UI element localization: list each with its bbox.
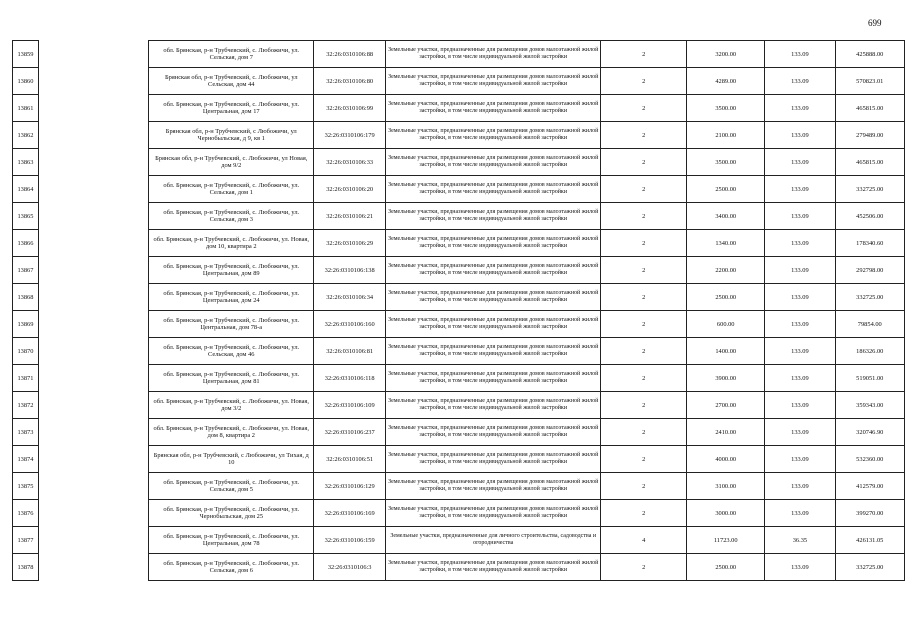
category-code-cell: 2: [601, 95, 687, 122]
spacer-cell: [38, 41, 148, 68]
cadastral-number-cell: 32:26:0310106:160: [314, 311, 386, 338]
address-cell: обл. Брянская, р-н Трубчевский, с. Любожичи, ул. Сельская, дом 1: [149, 176, 314, 203]
land-category-cell: Земельные участки, предназначенные для размещения домов малоэтажной жилой застройки, в том числе индивидуальной жилой застройки: [386, 68, 601, 95]
specific-value-cell: 133.09: [765, 446, 835, 473]
table-row: [13, 176, 905, 203]
category-code-cell: 2: [601, 230, 687, 257]
specific-value-cell: 133.09: [765, 68, 835, 95]
specific-value-cell: 133.09: [765, 554, 835, 581]
row-number-cell: 13865: [13, 203, 39, 230]
address-cell: обл. Брянская, р-н Трубчевский, с. Любожичи, ул. Центральная, дом 81: [149, 365, 314, 392]
address-cell: Брянская обл, р-н Трубчевский, с. Любожичи, ул Новая, дом 9/2: [149, 149, 314, 176]
area-cell: 3400.00: [687, 203, 765, 230]
specific-value-cell: 133.09: [765, 392, 835, 419]
row-number-cell: 13872: [13, 392, 39, 419]
row-number-cell: 13870: [13, 338, 39, 365]
row-number-cell: 13866: [13, 230, 39, 257]
cadastral-value-cell: 359343.00: [835, 392, 904, 419]
table-row: [13, 311, 905, 338]
cadastral-value-cell: 452506.00: [835, 203, 904, 230]
specific-value-cell: 133.09: [765, 41, 835, 68]
land-category-cell: Земельные участки, предназначенные для размещения домов малоэтажной жилой застройки, в том числе индивидуальной жилой застройки: [386, 41, 601, 68]
cadastral-number-cell: 32:26:0310106:3: [314, 554, 386, 581]
spacer-cell: [38, 95, 148, 122]
row-number-cell: 13876: [13, 500, 39, 527]
spacer-cell: [38, 473, 148, 500]
category-code-cell: 2: [601, 122, 687, 149]
cadastral-value-cell: 519051.00: [835, 365, 904, 392]
table-row: [13, 446, 905, 473]
specific-value-cell: 133.09: [765, 203, 835, 230]
cadastral-value-cell: 426131.05: [835, 527, 904, 554]
land-category-cell: Земельные участки, предназначенные для размещения домов малоэтажной жилой застройки, в том числе индивидуальной жилой застройки: [386, 446, 601, 473]
table-row: [13, 554, 905, 581]
spacer-cell: [38, 365, 148, 392]
specific-value-cell: 133.09: [765, 257, 835, 284]
area-cell: 3200.00: [687, 41, 765, 68]
area-cell: 3100.00: [687, 473, 765, 500]
cadastral-number-cell: 32:26:0310106:81: [314, 338, 386, 365]
land-category-cell: Земельные участки, предназначенные для размещения домов малоэтажной жилой застройки, в том числе индивидуальной жилой застройки: [386, 338, 601, 365]
row-number-cell: 13874: [13, 446, 39, 473]
spacer-cell: [38, 284, 148, 311]
cadastral-value-cell: 279489.00: [835, 122, 904, 149]
cadastral-value-cell: 186326.00: [835, 338, 904, 365]
spacer-cell: [38, 419, 148, 446]
category-code-cell: 2: [601, 311, 687, 338]
address-cell: обл. Брянская, р-н Трубчевский, с. Любожичи, ул. Новая, дом 10, квартира 2: [149, 230, 314, 257]
land-category-cell: Земельные участки, предназначенные для размещения домов малоэтажной жилой застройки, в том числе индивидуальной жилой застройки: [386, 392, 601, 419]
category-code-cell: 4: [601, 527, 687, 554]
table-row: [13, 41, 905, 68]
spacer-cell: [38, 392, 148, 419]
specific-value-cell: 133.09: [765, 311, 835, 338]
cadastral-number-cell: 32:26:0310106:169: [314, 500, 386, 527]
cadastral-value-cell: 465815.00: [835, 149, 904, 176]
cadastral-number-cell: 32:26:0310106:118: [314, 365, 386, 392]
table-row: [13, 527, 905, 554]
cadastral-value-cell: 292798.00: [835, 257, 904, 284]
table-row: [13, 419, 905, 446]
address-cell: обл. Брянская, р-н Трубчевский, с. Любожичи, ул. Сельская, дом 5: [149, 473, 314, 500]
table-row: [13, 203, 905, 230]
cadastral-value-cell: 320746.90: [835, 419, 904, 446]
area-cell: 2700.00: [687, 392, 765, 419]
specific-value-cell: 133.09: [765, 95, 835, 122]
address-cell: обл. Брянская, р-н Трубчевский, с. Любожичи, ул. Сельская, дом 3: [149, 203, 314, 230]
land-category-cell: Земельные участки, предназначенные для размещения домов малоэтажной жилой застройки, в том числе индивидуальной жилой застройки: [386, 176, 601, 203]
table-row: [13, 122, 905, 149]
spacer-cell: [38, 68, 148, 95]
spacer-cell: [38, 527, 148, 554]
specific-value-cell: 133.09: [765, 500, 835, 527]
cadastral-value-cell: 79854.00: [835, 311, 904, 338]
specific-value-cell: 133.09: [765, 473, 835, 500]
spacer-cell: [38, 446, 148, 473]
specific-value-cell: 133.09: [765, 176, 835, 203]
row-number-cell: 13867: [13, 257, 39, 284]
spacer-cell: [38, 500, 148, 527]
specific-value-cell: 133.09: [765, 122, 835, 149]
cadastral-value-table: [12, 40, 905, 581]
table-row: [13, 500, 905, 527]
table-body: [13, 41, 905, 581]
area-cell: 1340.00: [687, 230, 765, 257]
spacer-cell: [38, 554, 148, 581]
row-number-cell: 13860: [13, 68, 39, 95]
land-category-cell: Земельные участки, предназначенные для размещения домов малоэтажной жилой застройки, в том числе индивидуальной жилой застройки: [386, 365, 601, 392]
category-code-cell: 2: [601, 446, 687, 473]
area-cell: 3900.00: [687, 365, 765, 392]
cadastral-value-cell: 178340.60: [835, 230, 904, 257]
land-category-cell: Земельные участки, предназначенные для размещения домов малоэтажной жилой застройки, в том числе индивидуальной жилой застройки: [386, 284, 601, 311]
cadastral-number-cell: 32:26:0310106:20: [314, 176, 386, 203]
land-category-cell: Земельные участки, предназначенные для размещения домов малоэтажной жилой застройки, в том числе индивидуальной жилой застройки: [386, 230, 601, 257]
row-number-cell: 13862: [13, 122, 39, 149]
cadastral-number-cell: 32:26:0310106:138: [314, 257, 386, 284]
address-cell: Брянская обл, р-н Трубчевский, с. Любожичи, ул Сельская, дом 44: [149, 68, 314, 95]
table-row: [13, 95, 905, 122]
area-cell: 3000.00: [687, 500, 765, 527]
land-category-cell: Земельные участки, предназначенные для размещения домов малоэтажной жилой застройки, в том числе индивидуальной жилой застройки: [386, 95, 601, 122]
category-code-cell: 2: [601, 176, 687, 203]
area-cell: 2410.00: [687, 419, 765, 446]
cadastral-number-cell: 32:26:0310106:159: [314, 527, 386, 554]
specific-value-cell: 133.09: [765, 230, 835, 257]
row-number-cell: 13873: [13, 419, 39, 446]
category-code-cell: 2: [601, 149, 687, 176]
address-cell: обл. Брянская, р-н Трубчевский, с. Любожичи, ул. Центральная, дом 24: [149, 284, 314, 311]
spacer-cell: [38, 176, 148, 203]
row-number-cell: 13861: [13, 95, 39, 122]
category-code-cell: 2: [601, 68, 687, 95]
cadastral-value-cell: 399270.00: [835, 500, 904, 527]
address-cell: обл. Брянская, р-н Трубчевский, с. Любожичи, ул. Сельская, дом 7: [149, 41, 314, 68]
spacer-cell: [38, 122, 148, 149]
area-cell: 4289.00: [687, 68, 765, 95]
table-row: [13, 68, 905, 95]
cadastral-value-cell: 332725.00: [835, 554, 904, 581]
category-code-cell: 2: [601, 338, 687, 365]
address-cell: обл. Брянская, р-н Трубчевский, с. Любожичи, ул. Сельская, дом 46: [149, 338, 314, 365]
row-number-cell: 13877: [13, 527, 39, 554]
cadastral-number-cell: 32:26:0310106:88: [314, 41, 386, 68]
land-category-cell: Земельные участки, предназначенные для личного строительства, садоводства и огородничества: [386, 527, 601, 554]
cadastral-number-cell: 32:26:0310106:34: [314, 284, 386, 311]
land-category-cell: Земельные участки, предназначенные для размещения домов малоэтажной жилой застройки, в том числе индивидуальной жилой застройки: [386, 311, 601, 338]
cadastral-number-cell: 32:26:0310106:237: [314, 419, 386, 446]
address-cell: обл. Брянская, р-н Трубчевский, с. Любожичи, ул. Новая, дом 3/2: [149, 392, 314, 419]
cadastral-number-cell: 32:26:0310106:51: [314, 446, 386, 473]
cadastral-number-cell: 32:26:0310106:129: [314, 473, 386, 500]
spacer-cell: [38, 203, 148, 230]
category-code-cell: 2: [601, 419, 687, 446]
spacer-cell: [38, 149, 148, 176]
area-cell: 11723.00: [687, 527, 765, 554]
row-number-cell: 13868: [13, 284, 39, 311]
land-category-cell: Земельные участки, предназначенные для размещения домов малоэтажной жилой застройки, в том числе индивидуальной жилой застройки: [386, 149, 601, 176]
address-cell: обл. Брянская, р-н Трубчевский, с. Любожичи, ул. Новая, дом 8, квартира 2: [149, 419, 314, 446]
cadastral-value-cell: 465815.00: [835, 95, 904, 122]
area-cell: 600.00: [687, 311, 765, 338]
land-category-cell: Земельные участки, предназначенные для размещения домов малоэтажной жилой застройки, в том числе индивидуальной жилой застройки: [386, 419, 601, 446]
category-code-cell: 2: [601, 41, 687, 68]
category-code-cell: 2: [601, 500, 687, 527]
specific-value-cell: 36.35: [765, 527, 835, 554]
row-number-cell: 13863: [13, 149, 39, 176]
specific-value-cell: 133.09: [765, 365, 835, 392]
area-cell: 3500.00: [687, 149, 765, 176]
area-cell: 2500.00: [687, 284, 765, 311]
address-cell: обл. Брянская, р-н Трубчевский, с. Любожичи, ул. Центральная, дом 78-а: [149, 311, 314, 338]
address-cell: обл. Брянская, р-н Трубчевский, с. Любожичи, ул. Центральная, дом 89: [149, 257, 314, 284]
cadastral-value-cell: 332725.00: [835, 176, 904, 203]
specific-value-cell: 133.09: [765, 419, 835, 446]
row-number-cell: 13864: [13, 176, 39, 203]
row-number-cell: 13859: [13, 41, 39, 68]
category-code-cell: 2: [601, 203, 687, 230]
area-cell: 2100.00: [687, 122, 765, 149]
cadastral-number-cell: 32:26:0310106:29: [314, 230, 386, 257]
address-cell: обл. Брянская, р-н Трубчевский, с. Любожичи, ул. Чернобыльская, дом 25: [149, 500, 314, 527]
category-code-cell: 2: [601, 257, 687, 284]
land-category-cell: Земельные участки, предназначенные для размещения домов малоэтажной жилой застройки, в том числе индивидуальной жилой застройки: [386, 257, 601, 284]
cadastral-value-cell: 425888.00: [835, 41, 904, 68]
table-row: [13, 149, 905, 176]
cadastral-number-cell: 32:26:0310106:179: [314, 122, 386, 149]
address-cell: Брянская обл, р-н Трубчевский, с Любожичи, ул Чернобыльская, д 9, кв 1: [149, 122, 314, 149]
specific-value-cell: 133.09: [765, 338, 835, 365]
page-number: 699: [868, 18, 882, 28]
address-cell: обл. Брянская, р-н Трубчевский, с. Любожичи, ул. Сельская, дом 6: [149, 554, 314, 581]
specific-value-cell: 133.09: [765, 284, 835, 311]
area-cell: 1400.00: [687, 338, 765, 365]
cadastral-number-cell: 32:26:0310106:33: [314, 149, 386, 176]
table-row: [13, 257, 905, 284]
address-cell: обл. Брянская, р-н Трубчевский, с. Любожичи, ул. Центральная, дом 17: [149, 95, 314, 122]
cadastral-number-cell: 32:26:0310106:80: [314, 68, 386, 95]
cadastral-number-cell: 32:26:0310106:109: [314, 392, 386, 419]
cadastral-number-cell: 32:26:0310106:99: [314, 95, 386, 122]
category-code-cell: 2: [601, 365, 687, 392]
table-row: [13, 473, 905, 500]
category-code-cell: 2: [601, 554, 687, 581]
spacer-cell: [38, 230, 148, 257]
specific-value-cell: 133.09: [765, 149, 835, 176]
category-code-cell: 2: [601, 284, 687, 311]
area-cell: 2200.00: [687, 257, 765, 284]
area-cell: 4000.00: [687, 446, 765, 473]
cadastral-value-cell: 570823.01: [835, 68, 904, 95]
land-category-cell: Земельные участки, предназначенные для размещения домов малоэтажной жилой застройки, в том числе индивидуальной жилой застройки: [386, 554, 601, 581]
cadastral-value-cell: 332725.00: [835, 284, 904, 311]
category-code-cell: 2: [601, 473, 687, 500]
area-cell: 2500.00: [687, 176, 765, 203]
table-row: [13, 392, 905, 419]
address-cell: обл. Брянская, р-н Трубчевский, с. Любожичи, ул. Центральная, дом 78: [149, 527, 314, 554]
row-number-cell: 13878: [13, 554, 39, 581]
cadastral-number-cell: 32:26:0310106:21: [314, 203, 386, 230]
spacer-cell: [38, 257, 148, 284]
land-category-cell: Земельные участки, предназначенные для размещения домов малоэтажной жилой застройки, в том числе индивидуальной жилой застройки: [386, 500, 601, 527]
table-row: [13, 284, 905, 311]
row-number-cell: 13875: [13, 473, 39, 500]
table-row: [13, 338, 905, 365]
address-cell: Брянская обл, р-н Трубчевский, с Любожичи, ул Тихая, д 10: [149, 446, 314, 473]
area-cell: 2500.00: [687, 554, 765, 581]
row-number-cell: 13869: [13, 311, 39, 338]
spacer-cell: [38, 338, 148, 365]
area-cell: 3500.00: [687, 95, 765, 122]
table-row: [13, 365, 905, 392]
cadastral-value-cell: 532360.00: [835, 446, 904, 473]
row-number-cell: 13871: [13, 365, 39, 392]
land-category-cell: Земельные участки, предназначенные для размещения домов малоэтажной жилой застройки, в том числе индивидуальной жилой застройки: [386, 473, 601, 500]
cadastral-value-cell: 412579.00: [835, 473, 904, 500]
category-code-cell: 2: [601, 392, 687, 419]
spacer-cell: [38, 311, 148, 338]
land-category-cell: Земельные участки, предназначенные для размещения домов малоэтажной жилой застройки, в том числе индивидуальной жилой застройки: [386, 122, 601, 149]
land-category-cell: Земельные участки, предназначенные для размещения домов малоэтажной жилой застройки, в том числе индивидуальной жилой застройки: [386, 203, 601, 230]
table-row: [13, 230, 905, 257]
